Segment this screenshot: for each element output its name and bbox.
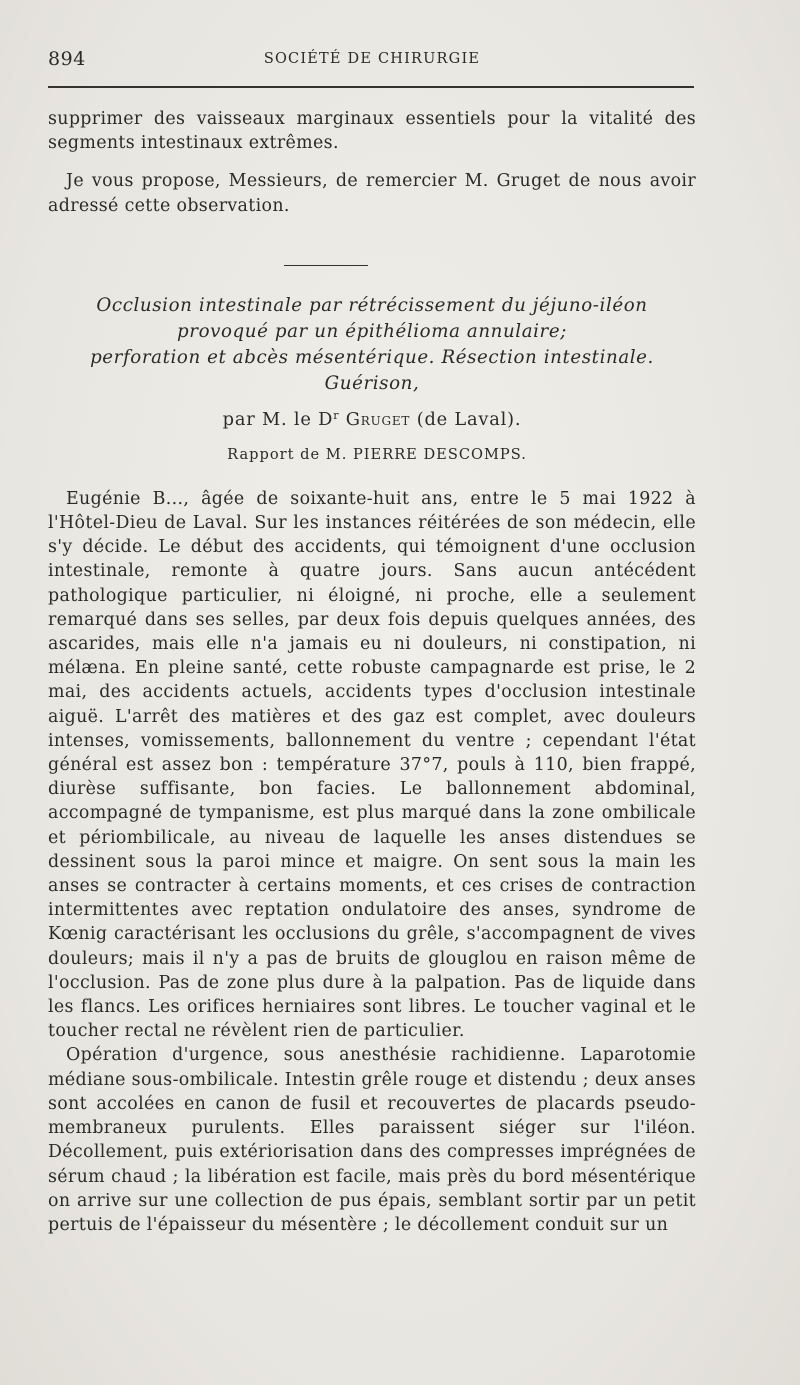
article-byline — [48, 409, 696, 430]
section-separator — [48, 218, 696, 293]
byline-suffix: (de Laval). — [416, 408, 522, 430]
article-title-line: Occlusion intestinale par rétrécissement du jéjuno-iléon — [96, 294, 648, 316]
article-title-line: perforation et abcès mésentérique. Résection intestinale. Guérison, — [90, 346, 654, 394]
thanks-paragraph: Je vous propose, Messieurs, de remercier M. Gruget de nous avoir adressé cette observation. — [48, 171, 696, 216]
author-name: Gruget — [345, 408, 411, 430]
byline-superscript: r — [333, 408, 340, 422]
article-title — [48, 293, 696, 397]
byline-prefix: par M. le D — [222, 408, 334, 430]
continuation-paragraph: supprimer des vaisseaux marginaux essentiels pour la vitalité des segments intestinaux extrêmes. — [48, 109, 696, 154]
page-body — [48, 107, 696, 1237]
operation-paragraph: Opération d'urgence, sous anesthésie rachidienne. Laparotomie médiane sous-ombilicale. Intestin grêle rouge et distendu ; deux anses sont accolées en canon de fusil et recouvertes de placards pseudo-membraneux purulents. Elles paraissent siéger sur l'iléon. Décollement, puis extériorisation dans des compresses imprégnées de sérum chaud ; la libération est facile, mais près du bord mésentérique on arrive sur une collection de pus épais, semblant sortir par un petit pertuis de l'épaisseur du mésentère ; le décollement conduit sur un — [48, 1045, 696, 1235]
report-attribution: Rapport de M. PIERRE DESCOMPS. — [227, 445, 527, 463]
case-history-paragraph: Eugénie B..., âgée de soixante-huit ans, entre le 5 mai 1922 à l'Hôtel-Dieu de Laval. Sur les instances réitérées de son médecin, elle s'y décide. Le début des accidents, qui témoignent d'une occlusion intestinale, remonte à quatre jours. Sans aucun antécédent pathologique particulier, ni éloigné, ni proche, elle a seulement remarqué dans ses selles, par deux fois depuis quelques années, des ascarides, mais elle n'a jamais eu ni douleurs, ni constipation, ni mélæna. En pleine santé, cette robuste campagnarde est prise, le 2 mai, des accidents actuels, accidents types d'occlusion intestinale aiguë. L'arrêt des matières et des gaz est complet, avec douleurs intenses, vomissements, ballonnement du ventre ; cependant l'état général est assez bon : température 37°7, pouls à 110, bien frappé, diurèse suffisante, bon facies. Le ballonnement abdominal, accompagné de tympanisme, est plus marqué dans la zone ombilicale et périombilicale, au niveau de laquelle les anses distendues se dessinent sous la paroi mince et maigre. On sent sous la main les anses se contracter à certains moments, et ces crises de contraction intermittentes avec reptation ondulatoire des anses, syndrome de Kœnig caractérisant les occlusions du grêle, s'accompagnent de vives douleurs; mais il n'y a pas de bruits de glouglou en raison même de l'occlusion. Pas de zone plus dure à la palpation. Pas de liquide dans les flancs. Les orifices herniaires sont libres. Le toucher vaginal et le toucher rectal ne révèlent rien de particulier. — [48, 488, 696, 1042]
running-head: SOCIÉTÉ DE CHIRURGIE — [263, 51, 481, 67]
header-rule — [48, 86, 694, 88]
page-header — [48, 48, 696, 72]
separator-rule — [284, 265, 368, 266]
article-title-line: provoqué par un épithélioma annulaire; — [177, 320, 567, 342]
page-number: 894 — [48, 48, 86, 70]
